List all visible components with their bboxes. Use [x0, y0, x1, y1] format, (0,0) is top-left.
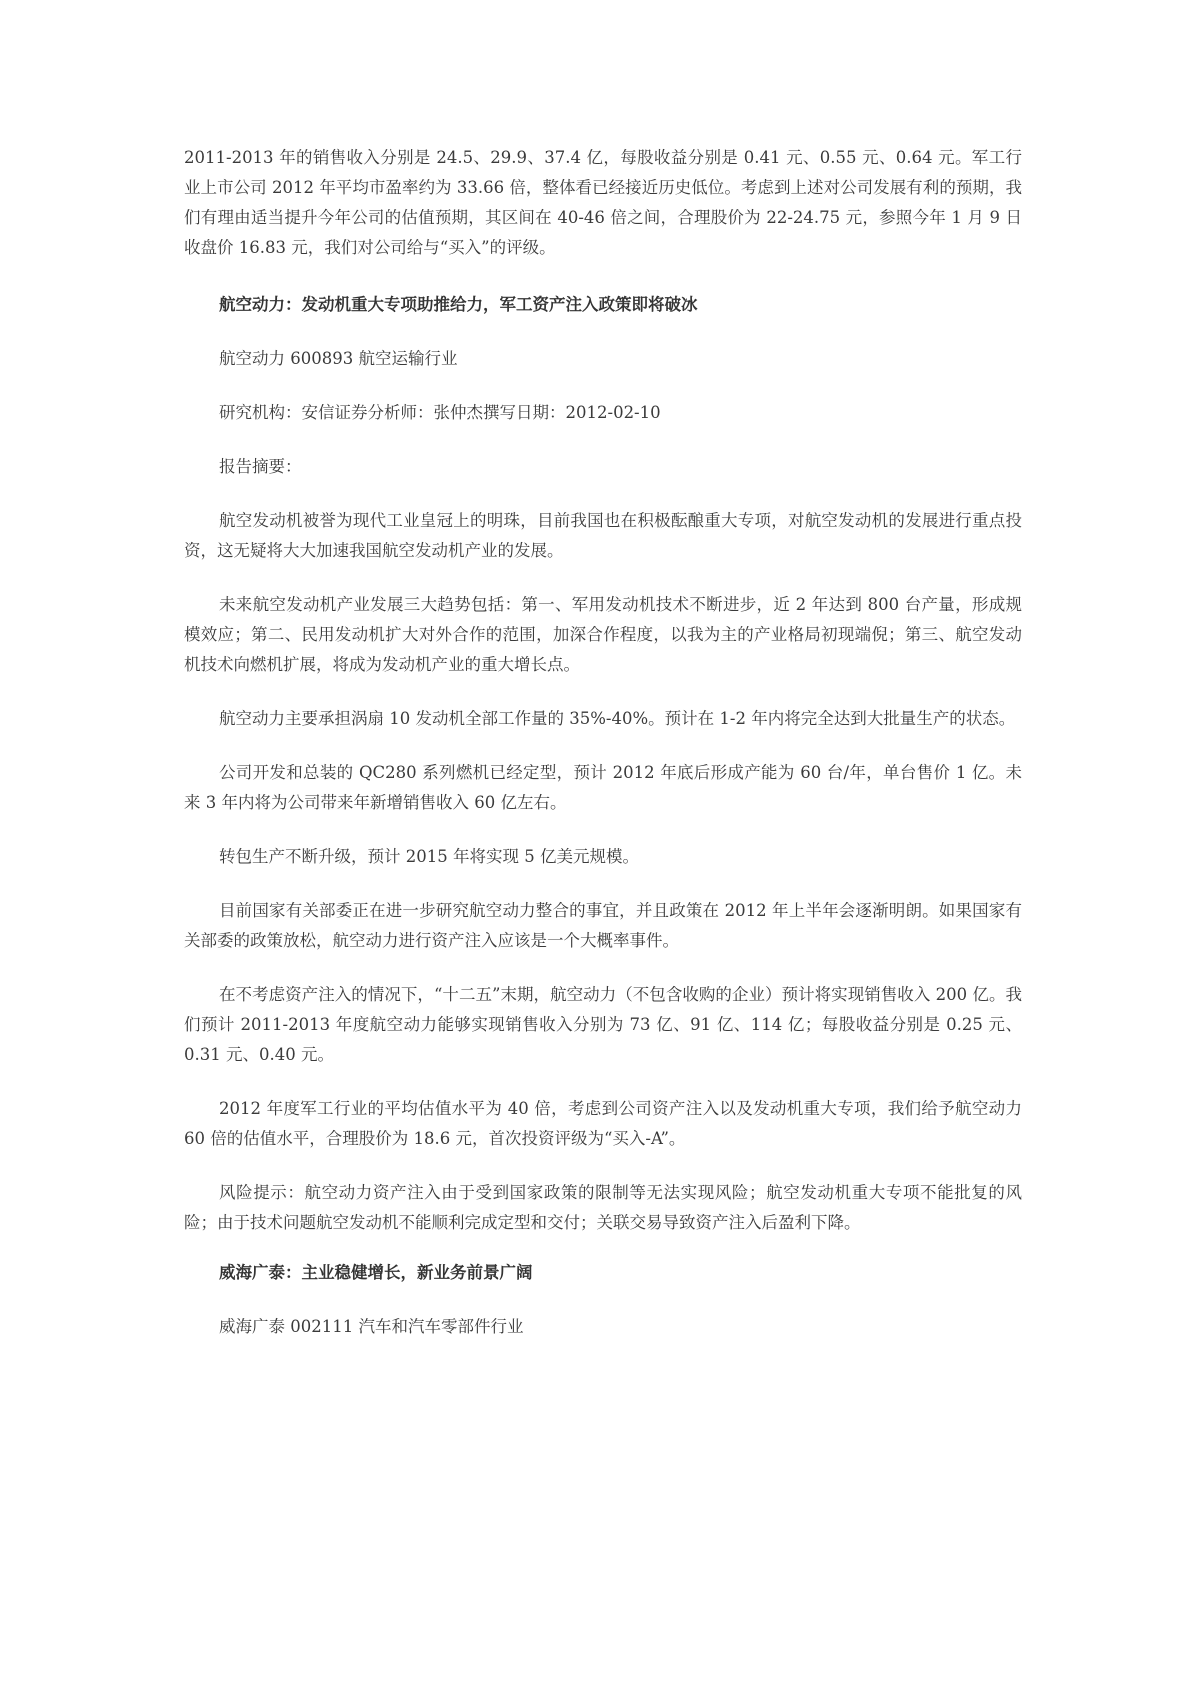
section1-paragraph-9: 风险提示：航空动力资产注入由于受到国家政策的限制等无法实现风险；航空发动机重大专项不能批复的风险；由于技术问题航空发动机不能顺利完成定型和交付；关联交易导致资产注入后盈利下降。	[184, 1183, 1022, 1232]
section1-stock-line: 航空动力 600893 航空运输行业	[219, 349, 458, 368]
section1-paragraph-8: 2012 年度军工行业的平均估值水平为 40 倍，考虑到公司资产注入以及发动机重大专项，我们给予航空动力 60 倍的估值水平，合理股价为 18.6 元，首次投资评级为“买入-A”。	[184, 1099, 1022, 1148]
section1-summary-label: 报告摘要：	[219, 457, 302, 476]
section1-research-line: 研究机构：安信证券分析师：张仲杰撰写日期：2012-02-10	[219, 403, 661, 422]
section1-paragraph-3: 航空动力主要承担涡扇 10 发动机全部工作量的 35%-40%。预计在 1-2 年内将完全达到大批量生产的状态。	[219, 709, 1016, 728]
section1-paragraph-5: 转包生产不断升级，预计 2015 年将实现 5 亿美元规模。	[219, 847, 639, 866]
section1-title: 航空动力：发动机重大专项助推给力，军工资产注入政策即将破冰	[219, 295, 698, 314]
section1-paragraph-6: 目前国家有关部委正在进一步研究航空动力整合的事宜，并且政策在 2012 年上半年会逐渐明朗。如果国家有关部委的政策放松，航空动力进行资产注入应该是一个大概率事件。	[184, 901, 1022, 950]
intro-paragraph: 2011-2013 年的销售收入分别是 24.5、29.9、37.4 亿，每股收益分别是 0.41 元、0.55 元、0.64 元。军工行业上市公司 2012 年平均市盈率约为 33.66 倍，整体看已经接近历史低位。考虑到上述对公司发展有利的预期，我们有理由适当提升今年公司的估值预期，其区间在 40-46 倍之间，合理股价为 22-24.75 元，参照今年 1 月 9 日收盘价 16.83 元，我们对公司给与“买入”的评级。	[184, 148, 1022, 257]
section1-paragraph-7: 在不考虑资产注入的情况下，“十二五”末期，航空动力（不包含收购的企业）预计将实现销售收入 200 亿。我们预计 2011-2013 年度航空动力能够实现销售收入分别为 73 亿、91 亿、114 亿；每股收益分别是 0.25 元、0.31 元、0.40 元。	[184, 985, 1022, 1064]
section1-paragraph-1: 航空发动机被誉为现代工业皇冠上的明珠，目前我国也在积极酝酿重大专项，对航空发动机的发展进行重点投资，这无疑将大大加速我国航空发动机产业的发展。	[184, 511, 1022, 560]
section1-paragraph-4: 公司开发和总装的 QC280 系列燃机已经定型，预计 2012 年底后形成产能为 60 台/年，单台售价 1 亿。未来 3 年内将为公司带来年新增销售收入 60 亿左右。	[184, 763, 1022, 812]
section1-paragraph-2: 未来航空发动机产业发展三大趋势包括：第一、军用发动机技术不断进步，近 2 年达到 800 台产量，形成规模效应；第二、民用发动机扩大对外合作的范围，加深合作程度，以我为主的产业格局初现端倪；第三、航空发动机技术向燃机扩展，将成为发动机产业的重大增长点。	[184, 595, 1022, 674]
section2-title: 威海广泰：主业稳健增长，新业务前景广阔	[219, 1263, 533, 1282]
section2-stock-line: 威海广泰 002111 汽车和汽车零部件行业	[219, 1317, 524, 1336]
